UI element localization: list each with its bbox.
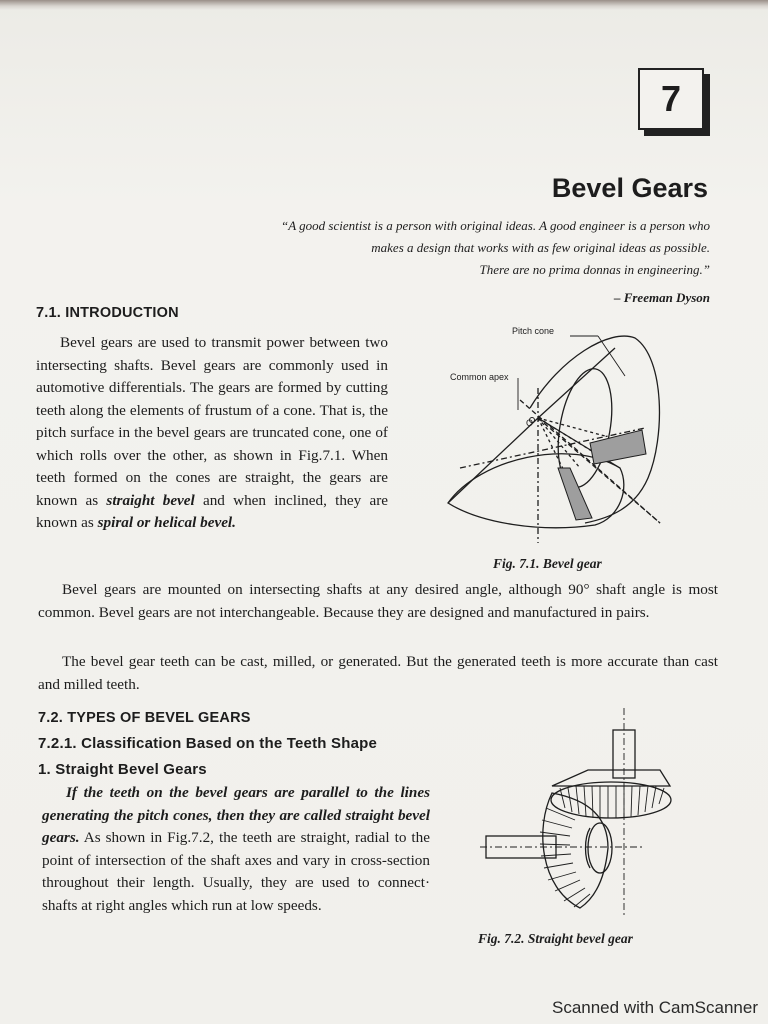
- chapter-title: Bevel Gears: [551, 173, 708, 203]
- quote-line: “A good scientist is a person with original ideas. A good engineer is a person who: [280, 218, 710, 233]
- straight-bevel-gear-figure: [480, 708, 680, 928]
- straight-bevel-paragraph: [42, 782, 430, 917]
- shaft-angle-paragraph: [38, 579, 718, 624]
- shaft-angle-text: Bevel gears are mounted on intersecting shafts at any desired angle, although 90° shaft angle is most common. Bevel gears are not interchangeable. Because they are designed and manufactured in pairs.: [38, 581, 718, 621]
- teeth-manufacture-paragraph: [38, 651, 718, 696]
- figure-7-2-caption: Fig. 7.2. Straight bevel gear: [478, 931, 633, 946]
- chapter-number: 7: [660, 78, 682, 119]
- intro-paragraph: [36, 332, 388, 535]
- intro-text-a: Bevel gears are used to transmit power between two intersecting shafts. Bevel gears are commonly used in automotive differentials. The gears are formed by cutting teeth along the elements of frustum of a cone. That is, the pitch surface in the bevel gears are truncated cone, one of which rolls over the other, as shown in Fig.7.1. When teeth formed on the cones are straight, the gears are known as: [36, 334, 388, 509]
- subsection-heading-classification: 7.2.1. Classification Based on the Teeth Shape: [38, 735, 378, 752]
- intro-term-spiral-bevel: spiral or helical bevel.: [97, 514, 236, 531]
- figure-7-1-caption: Fig. 7.1. Bevel gear: [493, 556, 602, 571]
- intro-text-b: and when inclined, they are known as: [36, 491, 389, 531]
- section-heading-types: 7.2. TYPES OF BEVEL GEARS: [38, 710, 251, 726]
- quote-author: – Freeman Dyson: [613, 290, 710, 305]
- item-heading-straight-bevel: 1. Straight Bevel Gears: [38, 761, 207, 778]
- chapter-number-box: [638, 68, 704, 130]
- quote-line: makes a design that works with as few original ideas as possible.: [371, 240, 710, 255]
- straight-bevel-definition: If the teeth on the bevel gears are parallel to the lines generating the pitch cones, then they are called straight bevel gears.: [42, 784, 430, 846]
- scanner-watermark: Scanned with CamScanner: [551, 998, 758, 1017]
- quote-line: There are no prima donnas in engineering.”: [479, 262, 710, 277]
- epigraph-quote: [190, 215, 710, 281]
- section-heading-introduction: 7.1. INTRODUCTION: [36, 305, 179, 321]
- bevel-gear-figure: [420, 318, 670, 558]
- intro-term-straight-bevel: straight bevel: [106, 491, 195, 509]
- label-apex-o: O: [526, 418, 534, 428]
- label-pitch-cone: Pitch cone: [512, 326, 555, 336]
- label-common-apex: Common apex: [450, 372, 509, 382]
- straight-bevel-description: As shown in Fig.7.2, the teeth are straight, radial to the point of intersection of the shaft axes and vary in cross-section throughout their length. Usually, they are used to connect· shafts at right angles which run at low speeds.: [42, 829, 430, 914]
- teeth-manufacture-text: The bevel gear teeth can be cast, milled, or generated. But the generated teeth is more accurate than cast and milled teeth.: [38, 653, 718, 693]
- page-top-edge: [0, 0, 768, 10]
